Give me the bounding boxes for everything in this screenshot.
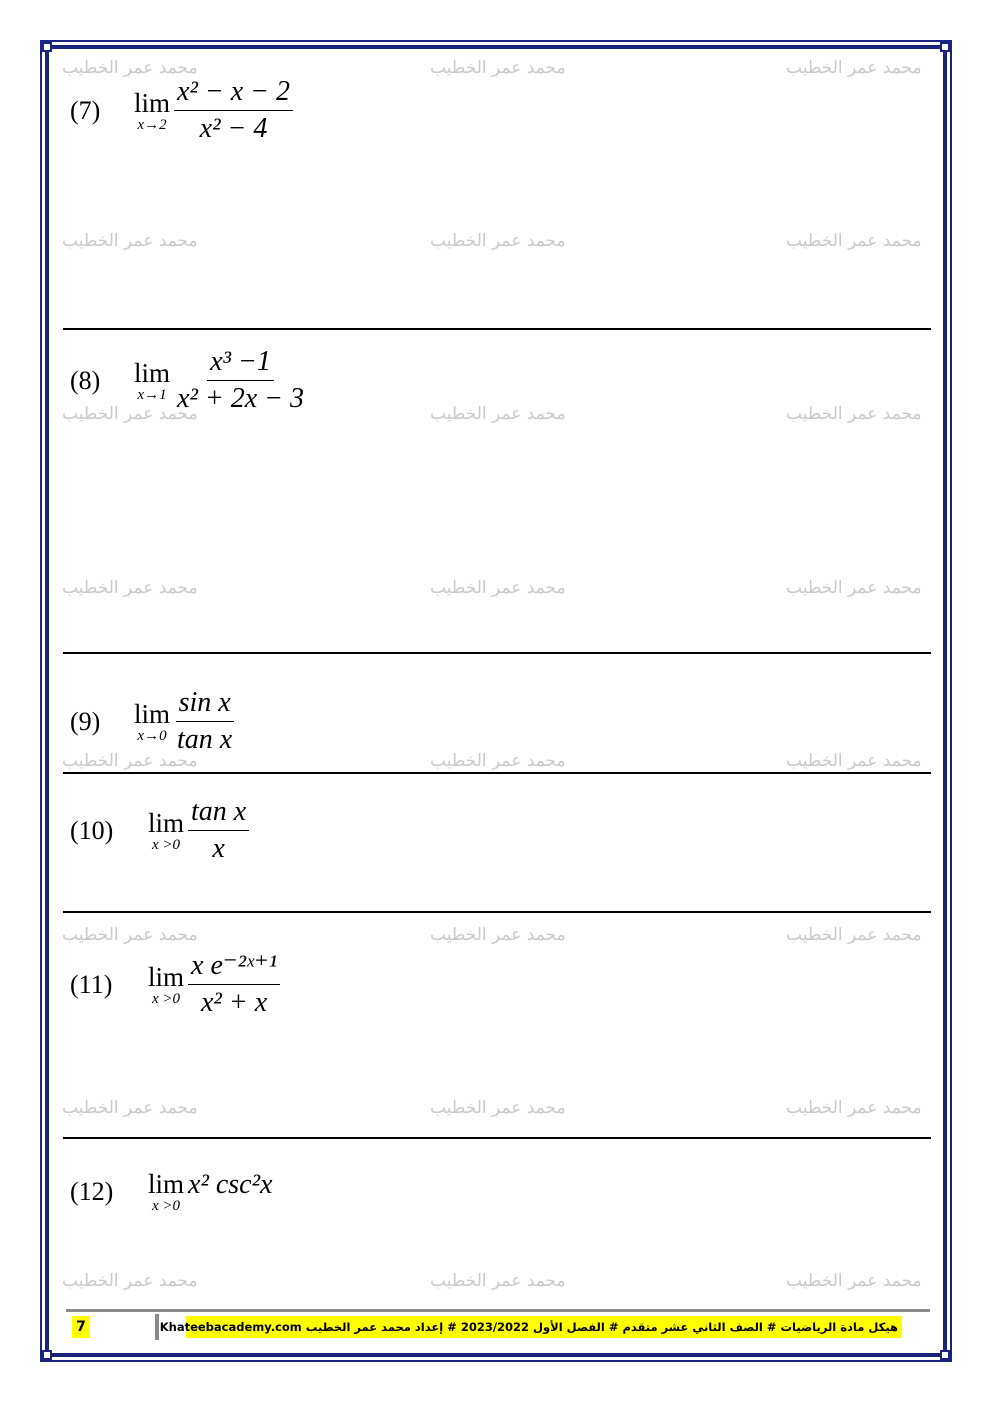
problem-7	[70, 74, 293, 147]
problem-9	[70, 685, 235, 758]
problem-8	[70, 344, 307, 417]
denominator: x² − 4	[199, 113, 268, 144]
denominator: x	[212, 833, 225, 864]
problem-number: (12)	[70, 1177, 114, 1206]
watermark: محمد عمر الخطيب	[430, 578, 566, 598]
watermark: محمد عمر الخطيب	[62, 751, 198, 771]
watermark: محمد عمر الخطيب	[786, 751, 922, 771]
problem-number: (7)	[70, 95, 101, 125]
limit-operator	[134, 359, 170, 403]
limit-operator	[134, 700, 170, 744]
problem-number: (9)	[70, 706, 101, 736]
fraction	[174, 685, 235, 758]
watermark: محمد عمر الخطيب	[430, 925, 566, 945]
lim-subscript: x >0	[151, 990, 181, 1007]
separator-line	[63, 328, 931, 330]
watermark: محمد عمر الخطيب	[62, 925, 198, 945]
numerator: x³ −1	[207, 344, 274, 381]
limit-operator	[148, 809, 184, 853]
watermark: محمد عمر الخطيب	[62, 231, 198, 251]
footer-divider	[155, 1314, 159, 1340]
watermark: محمد عمر الخطيب	[430, 1271, 566, 1291]
watermark: محمد عمر الخطيب	[62, 1098, 198, 1118]
fraction	[188, 794, 249, 867]
lim-subscript: x→0	[137, 727, 167, 744]
denominator: x² + x	[200, 987, 268, 1018]
lim-subscript: x >0	[151, 1198, 181, 1214]
lim-subscript: x >0	[151, 836, 181, 853]
watermark: محمد عمر الخطيب	[786, 404, 922, 424]
problem-number: (10)	[70, 815, 114, 845]
problem-10	[70, 794, 249, 867]
page-number: 7	[72, 1316, 90, 1338]
watermark: محمد عمر الخطيب	[62, 578, 198, 598]
watermark: محمد عمر الخطيب	[786, 58, 922, 78]
limit-operator	[148, 963, 184, 1007]
watermark: محمد عمر الخطيب	[786, 925, 922, 945]
watermark: محمد عمر الخطيب	[430, 404, 566, 424]
lim-subscript: x→1	[137, 386, 167, 403]
watermark: محمد عمر الخطيب	[430, 751, 566, 771]
fraction	[174, 74, 293, 147]
frame-corner	[42, 42, 52, 52]
separator-line	[63, 911, 931, 913]
frame-corner	[42, 1350, 52, 1360]
problem-11	[70, 948, 280, 1021]
numerator: tan x	[188, 794, 249, 831]
fraction	[174, 344, 307, 417]
watermark: محمد عمر الخطيب	[786, 1271, 922, 1291]
watermark: محمد عمر الخطيب	[786, 231, 922, 251]
fraction	[188, 948, 280, 1021]
footer-caption: هيكل مادة الرياضيات # الصف الثاني عشر متقدم # الفصل الأول 2023/2022 # إعداد محمد عمر الخطيب Khateebacademy.com	[186, 1316, 902, 1338]
lim-word: lim	[148, 961, 185, 992]
watermark: محمد عمر الخطيب	[786, 578, 922, 598]
lim-subscript: x→2	[137, 116, 167, 133]
frame-corner	[940, 1350, 950, 1360]
denominator: x² + 2x − 3	[177, 383, 305, 414]
problem-number: (11)	[70, 969, 113, 999]
separator-line	[63, 652, 931, 654]
limit-operator	[148, 1170, 184, 1214]
frame-corner	[940, 42, 950, 52]
watermark: محمد عمر الخطيب	[430, 231, 566, 251]
lim-word: lim	[148, 1169, 185, 1199]
watermark: محمد عمر الخطيب	[62, 404, 198, 424]
lim-word: lim	[134, 87, 171, 118]
watermark: محمد عمر الخطيب	[430, 1098, 566, 1118]
problem-12	[70, 1170, 272, 1214]
numerator: sin x	[176, 685, 234, 722]
footer-rule	[66, 1309, 930, 1312]
separator-line	[63, 772, 931, 774]
lim-word: lim	[134, 698, 171, 729]
limit-operator	[134, 89, 170, 133]
limit-expression: x² csc²x	[188, 1169, 273, 1200]
watermark: محمد عمر الخطيب	[430, 58, 566, 78]
watermark: محمد عمر الخطيب	[62, 58, 198, 78]
watermark: محمد عمر الخطيب	[786, 1098, 922, 1118]
problem-number: (8)	[70, 365, 101, 395]
separator-line	[63, 1137, 931, 1139]
lim-word: lim	[148, 807, 185, 838]
denominator: tan x	[177, 724, 233, 755]
numerator: x² − x − 2	[174, 74, 293, 111]
numerator: x e⁻²ˣ⁺¹	[188, 948, 280, 985]
watermark: محمد عمر الخطيب	[62, 1271, 198, 1291]
lim-word: lim	[134, 357, 171, 388]
